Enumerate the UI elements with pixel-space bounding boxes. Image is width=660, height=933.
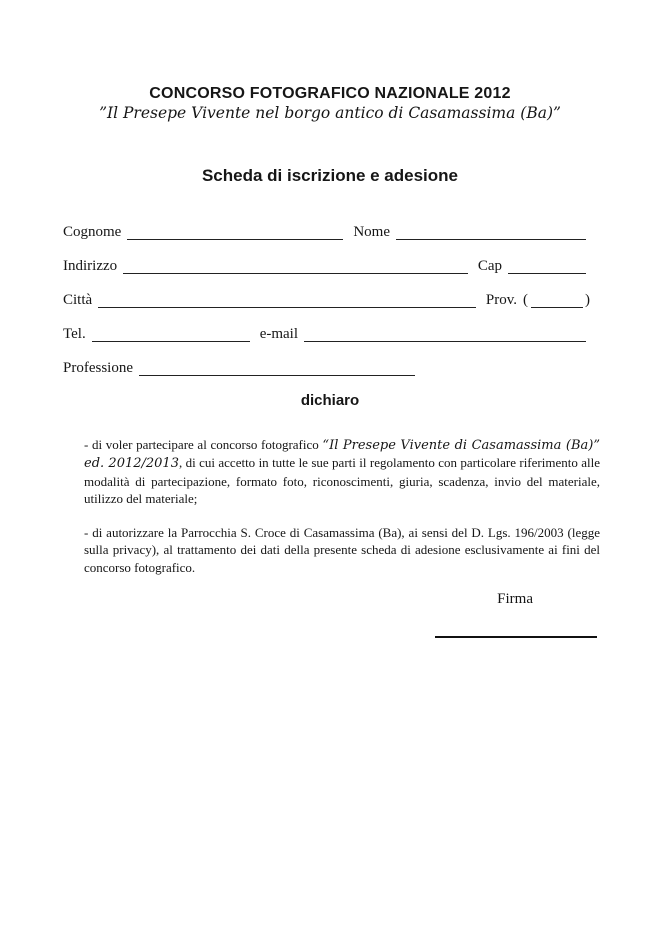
clause1-suffix: , di cui accetto in tutte le sue parti il regolamento con particolare riferimento alle modalità di partecipazione, formato foto, riconoscimenti, giuria, scadenza, invio del materiale, utilizzo del materiale; xyxy=(84,455,600,506)
citta-field-line xyxy=(98,307,476,308)
contest-title: CONCORSO FOTOGRAFICO NAZIONALE 2012 xyxy=(149,85,511,102)
citta-label: Città xyxy=(63,292,93,308)
form-row-citta-prov xyxy=(63,290,590,311)
indirizzo-field-line xyxy=(123,273,468,274)
contest-subtitle: ”Il Presepe Vivente nel borgo antico di Casamassima (Ba)” xyxy=(99,104,561,122)
registration-form xyxy=(63,222,590,379)
prov-paren-open: ( xyxy=(523,292,528,308)
form-row-indirizzo-cap xyxy=(63,256,590,277)
declaration-heading: dichiaro xyxy=(300,392,360,409)
tel-label: Tel. xyxy=(63,326,86,342)
declaration-clauses xyxy=(84,436,600,576)
signature-line xyxy=(435,636,597,638)
form-title: Scheda di iscrizione e adesione xyxy=(201,166,459,185)
cap-field-line xyxy=(508,273,586,274)
email-field-line xyxy=(304,341,586,342)
prov-field-line xyxy=(531,307,583,308)
indirizzo-label: Indirizzo xyxy=(63,258,118,274)
clause1-contest-name: “Il Presepe Vivente di Casamassima (Ba)” ed. 2012/2013 xyxy=(84,438,600,472)
form-row-tel-email xyxy=(63,324,590,345)
declaration-clause-participation xyxy=(84,436,600,507)
clause2-text: - di autorizzare la Parrocchia S. Croce di Casamassima (Ba), ai sensi del D. Lgs. 196/2003 (legge sulla privacy), al trattamento dei dati della presente scheda di adesione esclusivamente ai fini del concorso fotografico. xyxy=(84,525,600,575)
professione-field-line xyxy=(139,375,415,376)
cognome-label: Cognome xyxy=(63,224,122,240)
cap-label: Cap xyxy=(477,258,502,274)
form-row-cognome-nome xyxy=(63,222,590,243)
signature-label: Firma xyxy=(497,591,533,608)
form-row-professione xyxy=(63,358,590,379)
nome-field-line xyxy=(396,239,586,240)
nome-label: Nome xyxy=(353,224,390,240)
cognome-field-line xyxy=(127,239,343,240)
clause1-prefix: - di voler partecipare al concorso fotografico xyxy=(84,437,323,452)
tel-field-line xyxy=(92,341,250,342)
prov-label: Prov. xyxy=(485,292,517,308)
email-label: e-mail xyxy=(259,326,299,342)
declaration-clause-privacy xyxy=(84,524,600,576)
professione-label: Professione xyxy=(63,360,133,376)
prov-paren-close: ) xyxy=(585,292,590,308)
